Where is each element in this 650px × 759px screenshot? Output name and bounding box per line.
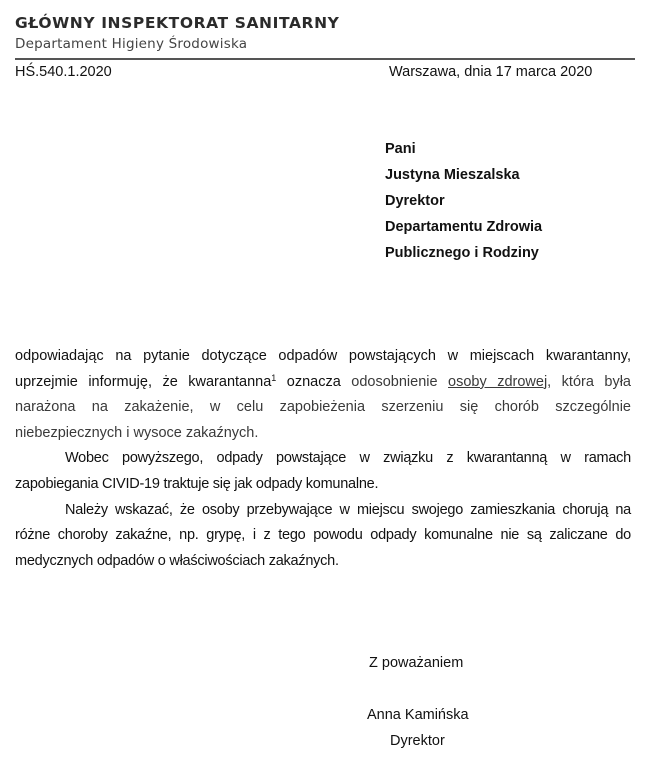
header-divider — [15, 58, 635, 60]
p1-text: odpowiadając na pytanie dotyczące odpadów powstających w miejscach kwarantanny, uprzejmie informuję, że kwarantanna — [15, 348, 631, 390]
footnote-marker: 1 — [271, 372, 277, 383]
signer-title: Dyrektor — [390, 733, 445, 749]
recipient-title: Dyrektor — [385, 193, 445, 209]
paragraph-3: Należy wskazać, że osoby przebywające w miejscu swojego zamieszkania chorują na różne choroby zakaźne, np. grypę, i z tego powodu odpady komunalne nie są zaliczane do medycznych odpadów o właściwościach zakaźnych. — [15, 501, 631, 569]
paragraph-1 — [15, 344, 631, 446]
letter-body — [15, 344, 631, 574]
reference-number: HŚ.540.1.2020 — [15, 64, 112, 80]
department-name: Departament Higieny Środowiska — [15, 36, 248, 52]
p1-text-2: oznacza — [276, 373, 352, 390]
underlined-phrase: osoby zdrowej — [448, 373, 548, 390]
paragraph-2: Wobec powyższego, odpady powstające w związku z kwarantanną w ramach zapobiegania CIVID-19 traktuje się jak odpady komunalne. — [15, 450, 631, 492]
recipient-block — [385, 141, 542, 271]
recipient-department-line1: Departamentu Zdrowia — [385, 219, 543, 235]
recipient-salutation: Pani — [385, 141, 416, 157]
recipient-department-line2: Publicznego i Rodziny — [385, 245, 539, 261]
closing: Z poważaniem — [369, 655, 464, 671]
quote-text-2: , która była narażona na zakażenie, w celu zapobieżenia szerzeniu się chorób szczególnie niebezpiecznych i wysoce zakaźnych. — [15, 373, 631, 441]
recipient-name: Justyna Mieszalska — [385, 167, 520, 183]
quote-text: odosobnienie — [351, 373, 449, 390]
organization-name: GŁÓWNY INSPEKTORAT SANITARNY — [15, 14, 340, 32]
signer-name: Anna Kamińska — [367, 707, 469, 723]
place-date: Warszawa, dnia 17 marca 2020 — [389, 64, 593, 80]
